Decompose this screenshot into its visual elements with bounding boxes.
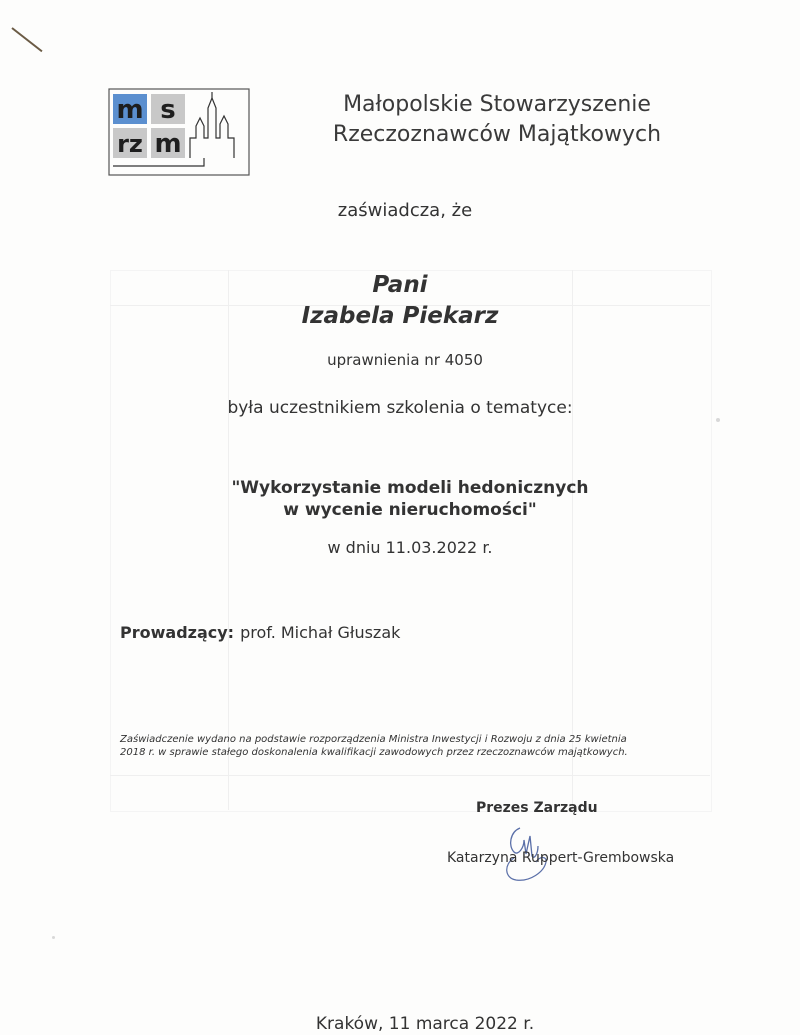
staple-mark — [11, 27, 42, 52]
trainer-name: prof. Michał Głuszak — [240, 623, 401, 642]
paper-speck — [716, 418, 720, 422]
training-topic-line2: w wycenie nieruchomości" — [283, 500, 537, 520]
recipient-name: Izabela Piekarz — [301, 303, 499, 329]
organization-name — [322, 90, 672, 150]
salutation: Pani — [372, 272, 428, 298]
logo-letter: s — [160, 95, 176, 125]
place-and-date: Kraków, 11 marca 2022 r. — [315, 1014, 535, 1034]
organization-name-line1: Małopolskie Stowarzyszenie — [343, 92, 651, 117]
legal-basis-line2: 2018 r. w sprawie stałego doskonalenia kwalifikacji zawodowych przez rzeczoznawców majątkowych. — [120, 747, 628, 758]
legal-basis-line1: Zaświadczenie wydano na podstawie rozporządzenia Ministra Inwestycji i Rozwoju z dnia 25 kwietnia — [120, 734, 627, 745]
training-topic-line1: "Wykorzystanie modeli hedonicznych — [231, 478, 589, 498]
license-number: uprawnienia nr 4050 — [327, 351, 483, 369]
msrzm-logo — [108, 88, 250, 176]
signatory-name: Katarzyna Ruppert-Grembowska — [447, 850, 675, 866]
reverse-side-ghost-line — [572, 270, 573, 810]
signatory-role: Prezes Zarządu — [476, 800, 598, 816]
paper-speck — [52, 936, 55, 939]
logo-letter: m — [116, 95, 144, 125]
reverse-side-ghost-line — [228, 270, 229, 810]
training-date: w dniu 11.03.2022 r. — [327, 538, 493, 557]
legal-basis — [120, 733, 720, 759]
training-topic — [160, 477, 660, 521]
logo-letter: rz — [117, 130, 143, 158]
trainer-label: Prowadzący: — [120, 623, 235, 642]
certifies-text: zaświadcza, że — [337, 200, 473, 221]
reverse-side-ghost-line — [110, 775, 710, 776]
trainer — [120, 623, 400, 642]
organization-name-line2: Rzeczoznawców Majątkowych — [332, 122, 662, 147]
logo-letter: m — [154, 129, 182, 159]
participation-text: była uczestnikiem szkolenia o tematyce: — [227, 398, 573, 418]
